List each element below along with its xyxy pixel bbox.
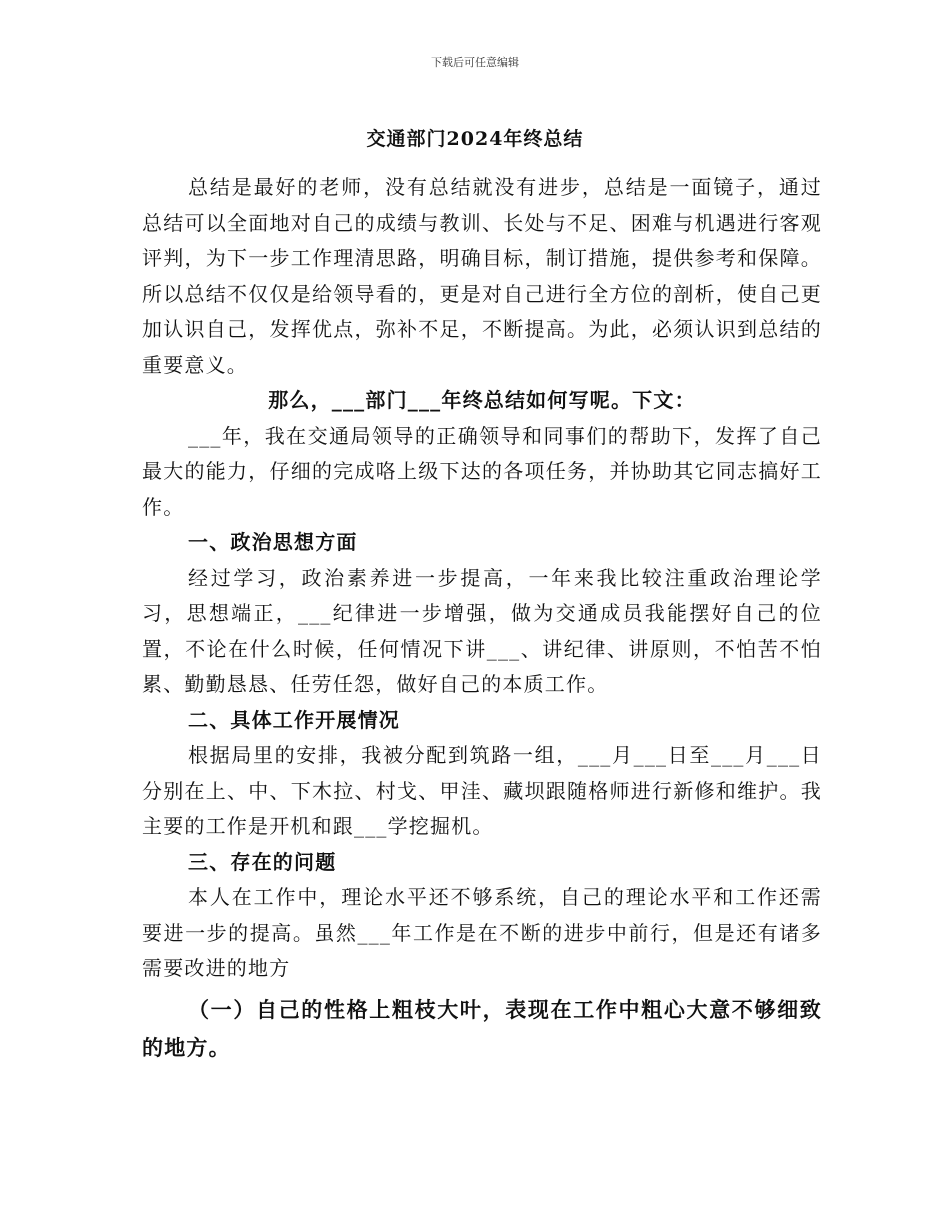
document-body <box>142 170 822 1067</box>
problems-paragraph: 本人在工作中，理论水平还不够系统，自己的理论水平和工作还需要进一步的提高。虽然___年工作是在不断的进步中前行，但是还有诸多需要改进的地方 <box>142 885 822 980</box>
section-heading-problems: 三、存在的问题 <box>188 849 337 874</box>
document-title: 交通部门2024年终总结 <box>366 128 584 150</box>
section-heading-work: 二、具体工作开展情况 <box>188 707 400 732</box>
header-note: 下载后可任意编辑 <box>431 56 519 69</box>
work-paragraph: 根据局里的安排，我被分配到筑路一组，___月___日至___月___日分别在上、中、下木拉、村戈、甲洼、藏坝跟随格师进行新修和维护。我主要的工作是开机和跟___学挖掘机。 <box>142 743 822 838</box>
intro-paragraph: 总结是最好的老师，没有总结就没有进步，总结是一面镜子，通过总结可以全面地对自己的成绩与教训、长处与不足、困难与机遇进行客观评判，为下一步工作理清思路，明确目标，制订措施，提供参考和保障。所以总结不仅仅是给领导看的，更是对自己进行全方位的剖析，使自己更加认识自己，发挥优点，弥补不足，不断提高。为此，必须认识到总结的重要意义。 <box>142 175 822 377</box>
opening-paragraph: ___年，我在交通局领导的正确领导和同事们的帮助下，发挥了自己最大的能力，仔细的完成咯上级下达的各项任务，并协助其它同志搞好工作。 <box>142 423 822 519</box>
section-heading-political: 一、政治思想方面 <box>188 530 358 554</box>
subsection-one-paragraph: （一）自己的性格上粗枝大叶，表现在工作中粗心大意不够细致的地方。 <box>142 996 822 1060</box>
transition-line: 那么，___部门___年终总结如何写呢。下文： <box>268 388 696 412</box>
political-paragraph: 经过学习，政治素养进一步提高，一年来我比较注重政治理论学习，思想端正，___纪律进一步增强，做为交通成员我能摆好自己的位置，不论在什么时候，任何情况下讲___、讲纪律、讲原则，不怕苦不怕累、勤勤恳恳、任劳任怨，做好自己的本质工作。 <box>142 565 822 696</box>
